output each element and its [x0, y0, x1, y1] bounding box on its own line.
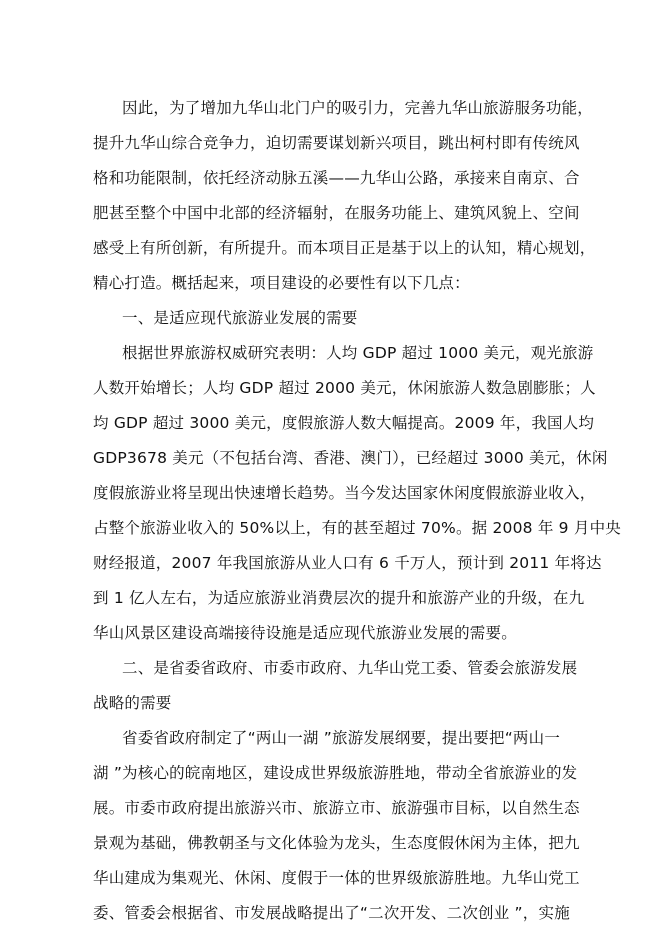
paragraph-line: 华山风景区建设高端接待设施是适应现代旅游业发展的需要。	[93, 624, 517, 642]
section-heading: 一、是适应现代旅游业发展的需要	[122, 309, 358, 327]
section-heading: 二、是省委省政府、市委市政府、九华山党工委、管委会旅游发展	[122, 659, 578, 677]
paragraph-line: 景观为基础，佛教朝圣与文化体验为龙头，生态度假休闲为主体，把九	[93, 834, 580, 852]
paragraph-line: 均 GDP 超过 3000 美元，度假旅游人数大幅提高。2009 年，我国人均	[93, 414, 595, 432]
paragraph-line: GDP3678 美元（不包括台湾、香港、澳门），已经超过 3000 美元，休闲	[93, 449, 608, 467]
paragraph-line: 展。市委市政府提出旅游兴市、旅游立市、旅游强市目标，以自然生态	[93, 799, 580, 817]
paragraph-line: 华山建成为集观光、休闲、度假于一体的世界级旅游胜地。九华山党工	[93, 869, 580, 887]
paragraph-line: 精心打造。概括起来，项目建设的必要性有以下几点：	[93, 274, 470, 292]
section-heading-continued: 战略的需要	[93, 694, 172, 712]
paragraph-line: 占整个旅游业收入的 50%以上，有的甚至超过 70%。据 2008 年 9 月中央	[93, 519, 621, 537]
paragraph-line: 财经报道，2007 年我国旅游从业人口有 6 千万人，预计到 2011 年将达	[93, 554, 602, 572]
paragraph-line: 感受上有所创新，有所提升。而本项目正是基于以上的认知，精心规划，	[93, 239, 596, 257]
paragraph-line: 湖 ”为核心的皖南地区，建设成世界级旅游胜地，带动全省旅游业的发	[93, 764, 578, 782]
paragraph-line: 肥甚至整个中国中北部的经济辐射，在服务功能上、建筑风貌上、空间	[93, 204, 580, 222]
paragraph-line: 度假旅游业将呈现出快速增长趋势。当今发达国家休闲度假旅游业收入，	[93, 484, 596, 502]
paragraph-line: 根据世界旅游权威研究表明：人均 GDP 超过 1000 美元，观光旅游	[122, 344, 594, 362]
paragraph-line: 提升九华山综合竞争力，迫切需要谋划新兴项目，跳出柯村即有传统风	[93, 134, 580, 152]
paragraph-line: 省委省政府制定了“两山一湖 ”旅游发展纲要，提出要把“两山一	[122, 729, 561, 747]
paragraph-line: 委、管委会根据省、市发展战略提出了“二次开发、二次创业 ”，实施	[93, 904, 570, 922]
paragraph-line: 到 1 亿人左右，为适应旅游业消费层次的提升和旅游产业的升级，在九	[93, 589, 585, 607]
paragraph-line: 因此，为了增加九华山北门户的吸引力，完善九华山旅游服务功能，	[122, 99, 594, 117]
paragraph-line: 人数开始增长；人均 GDP 超过 2000 美元，休闲旅游人数急剧膨胀；人	[93, 379, 596, 397]
paragraph-line: 格和功能限制，依托经济动脉五溪——九华山公路，承接来自南京、合	[93, 169, 580, 187]
